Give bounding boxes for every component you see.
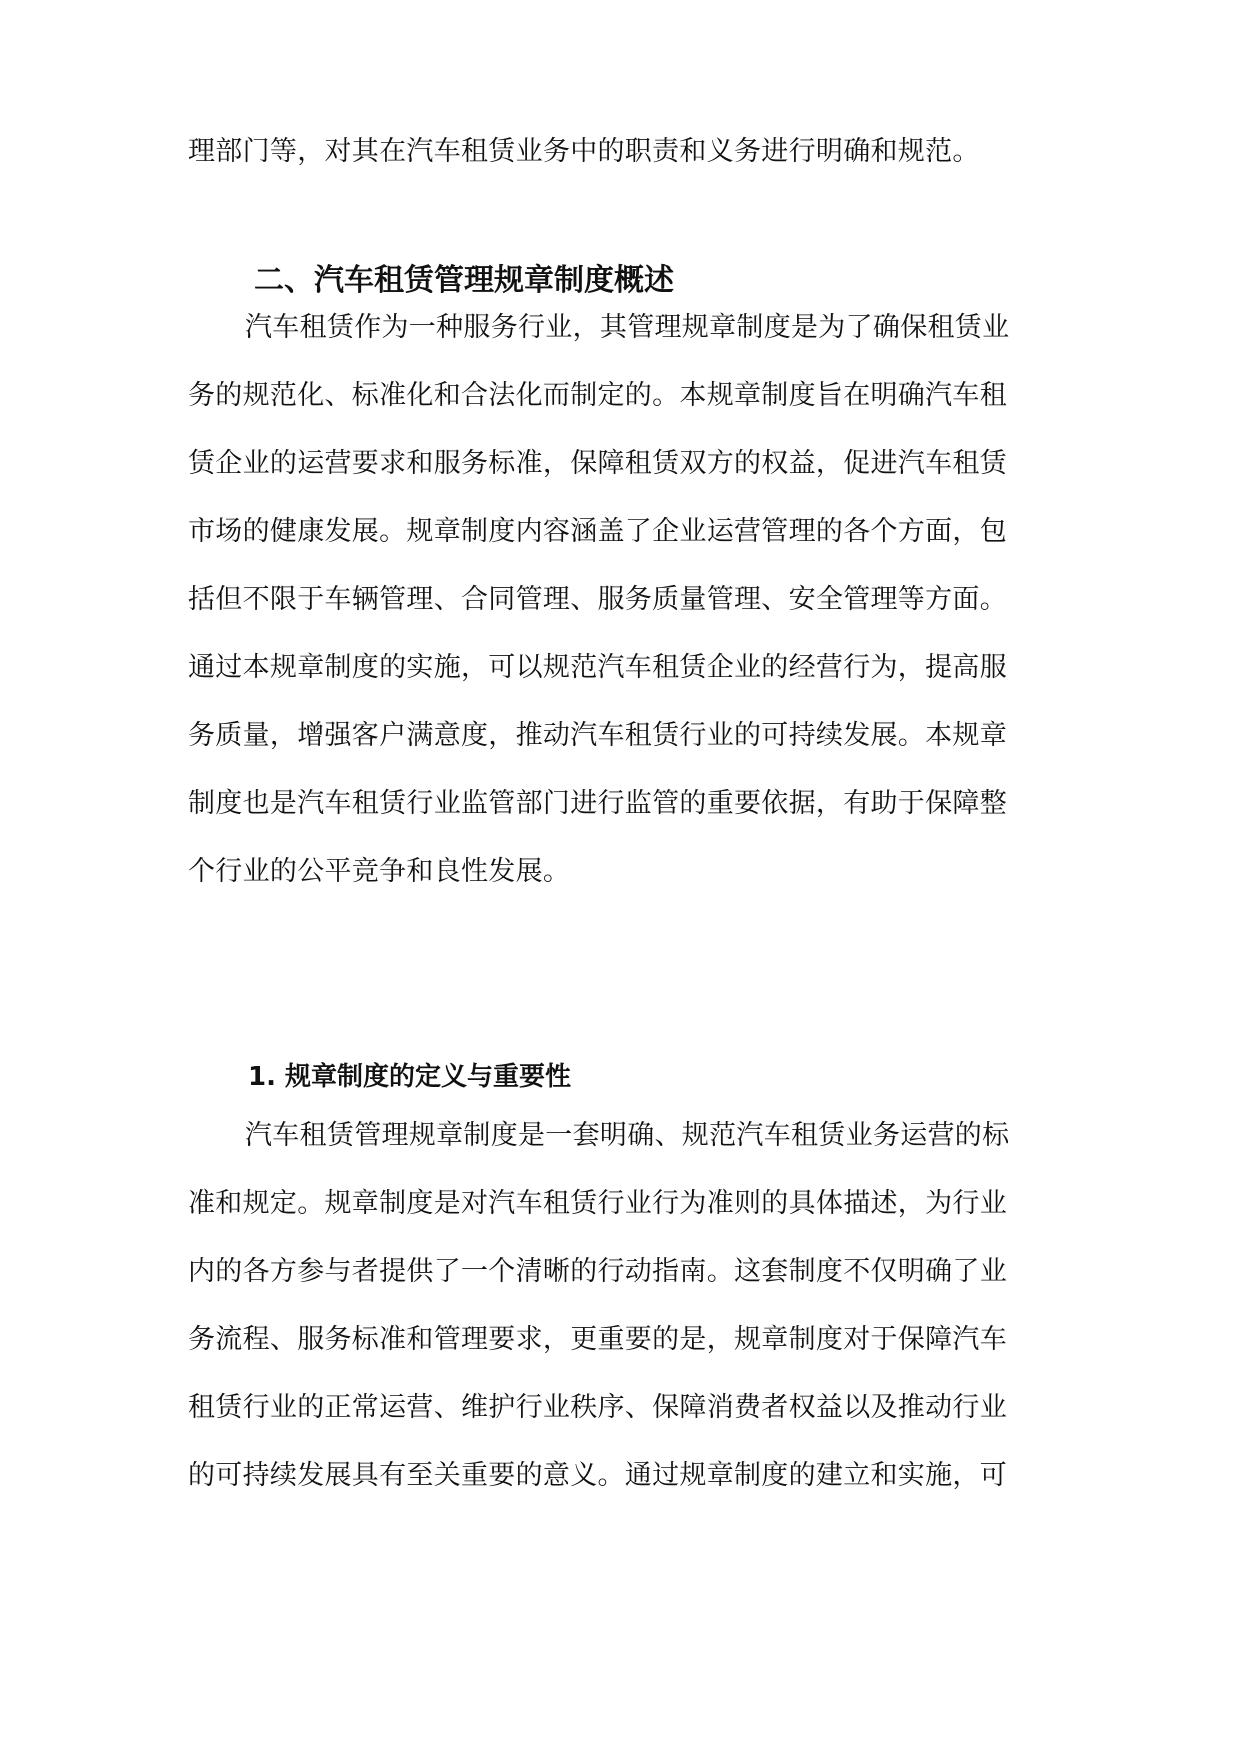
subsection-heading: 1. 规章制度的定义与重要性	[248, 1062, 572, 1092]
paragraph-line: 的可持续发展具有至关重要的意义。通过规章制度的建立和实施，可	[188, 1460, 1007, 1491]
paragraph-line: 通过本规章制度的实施，可以规范汽车租赁企业的经营行为，提高服	[188, 652, 1007, 683]
paragraph-line: 准和规定。规章制度是对汽车租赁行业行为准则的具体描述，为行业	[188, 1188, 1007, 1219]
paragraph-line: 括但不限于车辆管理、合同管理、服务质量管理、安全管理等方面。	[188, 584, 1007, 615]
paragraph-line: 汽车租赁作为一种服务行业，其管理规章制度是为了确保租赁业	[245, 312, 1010, 343]
section-heading: 二、汽车租赁管理规章制度概述	[254, 263, 674, 298]
paragraph-line: 赁企业的运营要求和服务标准，保障租赁双方的权益，促进汽车租赁	[188, 448, 1007, 479]
paragraph-line: 市场的健康发展。规章制度内容涵盖了企业运营管理的各个方面，包	[188, 516, 1007, 547]
paragraph-line: 内的各方参与者提供了一个清晰的行动指南。这套制度不仅明确了业	[188, 1256, 1007, 1287]
paragraph-line: 务流程、服务标准和管理要求，更重要的是，规章制度对于保障汽车	[188, 1324, 1007, 1355]
paragraph-line: 务质量，增强客户满意度，推动汽车租赁行业的可持续发展。本规章	[188, 720, 1007, 751]
paragraph-line: 制度也是汽车租赁行业监管部门进行监管的重要依据，有助于保障整	[188, 788, 1007, 819]
paragraph-line: 个行业的公平竞争和良性发展。	[188, 856, 571, 887]
paragraph-line: 租赁行业的正常运营、维护行业秩序、保障消费者权益以及推动行业	[188, 1392, 1007, 1423]
continuation-line: 理部门等，对其在汽车租赁业务中的职责和义务进行明确和规范。	[188, 136, 980, 167]
paragraph-line: 务的规范化、标准化和合法化而制定的。本规章制度旨在明确汽车租	[188, 380, 1007, 411]
paragraph-line: 汽车租赁管理规章制度是一套明确、规范汽车租赁业务运营的标	[245, 1120, 1010, 1151]
